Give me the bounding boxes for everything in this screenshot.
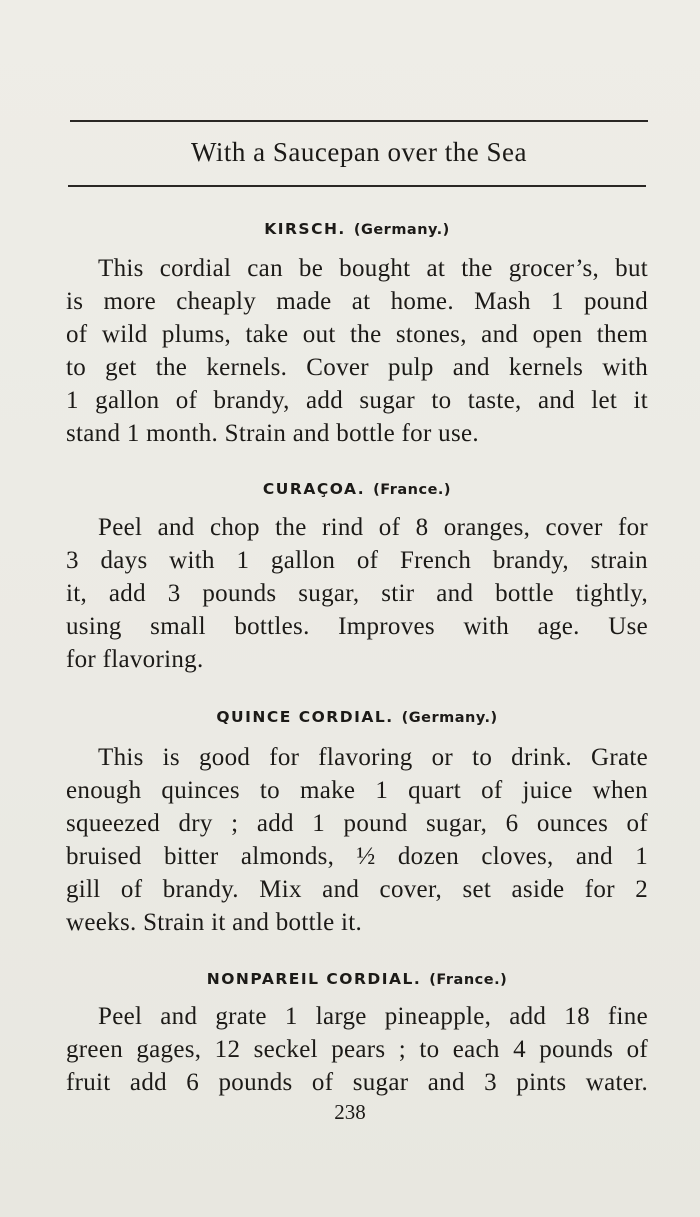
recipe-heading-curacoa	[66, 480, 648, 498]
text-line: 3 days with 1 gallon of French brandy, strain	[66, 547, 648, 574]
recipe-origin: (Germany.)	[401, 710, 498, 726]
header-rule-top	[70, 120, 648, 122]
recipe-body-quince-cordial	[66, 741, 648, 939]
text-line: fruit add 6 pounds of sugar and 3 pints water.	[66, 1069, 648, 1096]
text-line: 1 gallon of brandy, add sugar to taste, and let it	[66, 387, 648, 414]
text-line: it, add 3 pounds sugar, stir and bottle tightly,	[66, 580, 648, 607]
recipe-body-curacoa	[66, 511, 648, 676]
page-number: 238	[334, 1100, 366, 1124]
text-line: Peel and chop the rind of 8 oranges, cover for	[98, 514, 648, 541]
text-line: for flavoring.	[66, 646, 204, 673]
text-line: This is good for flavoring or to drink. Grate	[98, 744, 648, 771]
recipe-title: CURAÇOA.	[262, 480, 366, 498]
recipe-body-nonpareil-cordial	[66, 1000, 648, 1099]
recipe-body-kirsch	[66, 252, 648, 450]
running-head: With a Saucepan over the Sea	[190, 137, 528, 167]
text-line: This cordial can be bought at the grocer’s, but	[98, 255, 648, 282]
text-line: squeezed dry ; add 1 pound sugar, 6 ounces of	[66, 810, 648, 837]
text-line: green gages, 12 seckel pears ; to each 4 pounds of	[66, 1036, 648, 1063]
text-line: bruised bitter almonds, ½ dozen cloves, and 1	[66, 843, 648, 870]
recipe-origin: (France.)	[429, 972, 508, 988]
text-line: of wild plums, take out the stones, and open them	[66, 321, 648, 348]
recipe-title: NONPAREIL CORDIAL.	[206, 970, 422, 988]
text-line: using small bottles. Improves with age. Use	[66, 613, 648, 640]
text-line: weeks. Strain it and bottle it.	[66, 909, 363, 936]
recipe-heading-nonpareil-cordial	[66, 970, 648, 988]
text-line: is more cheaply made at home. Mash 1 pound	[66, 288, 648, 315]
header-rule-bottom	[68, 185, 646, 187]
recipe-title: QUINCE CORDIAL.	[216, 708, 394, 726]
recipe-title: KIRSCH.	[264, 220, 346, 238]
recipe-heading-kirsch	[66, 220, 648, 238]
recipe-origin: (France.)	[373, 482, 452, 498]
recipe-heading-quince-cordial	[66, 708, 648, 726]
text-line: enough quinces to make 1 quart of juice when	[66, 777, 648, 804]
text-line: gill of brandy. Mix and cover, set aside for 2	[66, 876, 648, 903]
text-line: Peel and grate 1 large pineapple, add 18 fine	[98, 1003, 648, 1030]
text-line: stand 1 month. Strain and bottle for use.	[66, 420, 479, 447]
text-line: to get the kernels. Cover pulp and kernels with	[66, 354, 648, 381]
recipe-origin: (Germany.)	[353, 222, 450, 238]
